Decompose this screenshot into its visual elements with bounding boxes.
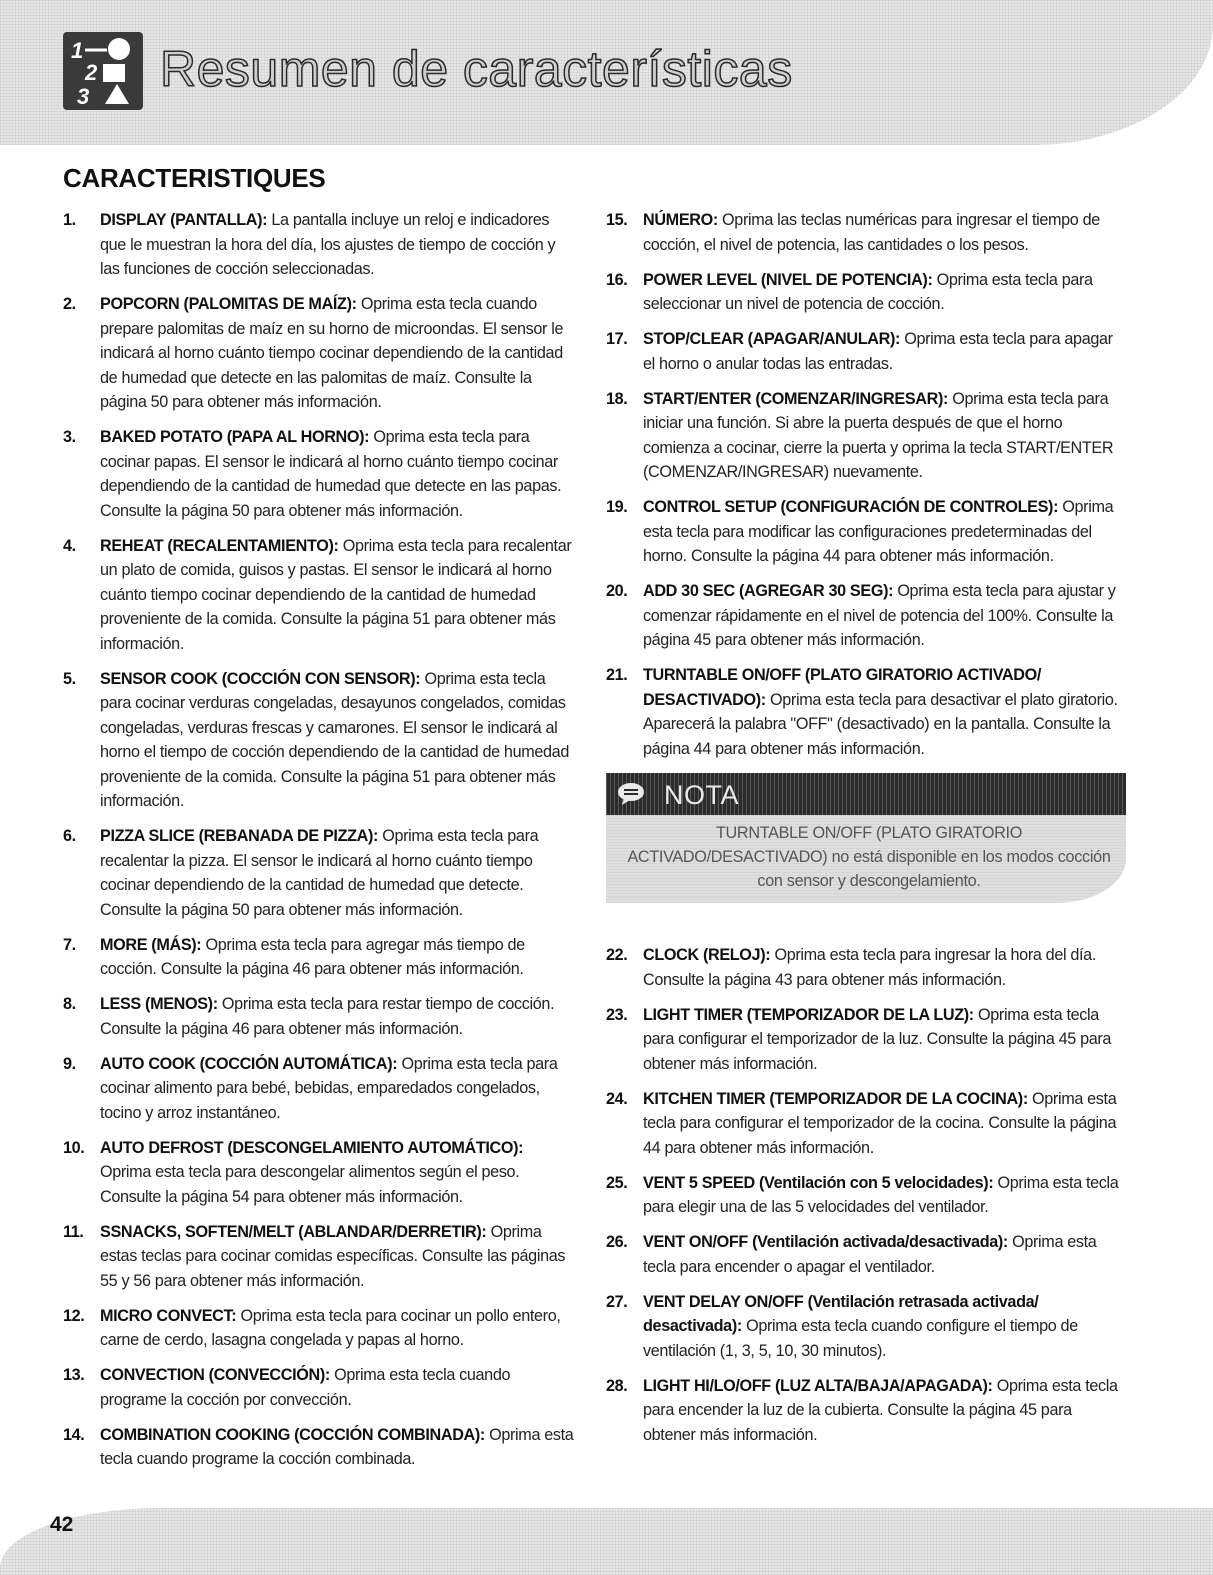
item-label: VENT DELAY ON/OFF (Ventilación retrasada activada/ desactivada): (643, 1292, 1039, 1335)
item-label: MORE (MÁS): (100, 935, 202, 954)
item-text: La pantalla incluye un reloj e indicadores que le muestran la hora del día, los ajustes de tiempo de cocción y las funciones de cocción seleccionadas. (100, 211, 556, 278)
svg-text:1: 1 (71, 38, 84, 63)
item-number: 14. (63, 1425, 85, 1444)
feature-item (606, 1290, 1126, 1364)
feature-item (63, 534, 578, 657)
item-text: Oprima esta tecla para encender o apagar el ventilador. (643, 1233, 1097, 1276)
item-number: 17. (606, 330, 628, 348)
item-text: Oprima esta tecla para configurar el temporizador de la cocina. Consulte la página 44 para obtener más información. (643, 1089, 1117, 1157)
feature-item (606, 387, 1126, 485)
item-text: Oprima esta tecla para configurar el temporizador de la luz. Consulte la página 45 para obtener más información. (643, 1005, 1112, 1073)
item-number: 28. (606, 1376, 628, 1395)
item-text: Oprima esta tecla para elegir una de las 5 velocidades del ventilador. (643, 1173, 1119, 1216)
speech-bubble-icon (616, 782, 646, 806)
item-number: 3. (63, 428, 76, 446)
item-label: LESS (MENOS): (100, 995, 218, 1013)
feature-item (606, 1374, 1126, 1448)
item-number: 25. (606, 1173, 628, 1192)
item-label: SSNACKS, SOFTEN/MELT (ABLANDAR/DERRETIR): (100, 1222, 487, 1241)
item-number: 4. (63, 536, 76, 555)
item-number: 20. (606, 582, 628, 600)
item-label: DISPLAY (PANTALLA): (100, 211, 268, 229)
feature-item (63, 425, 578, 523)
item-number: 27. (606, 1292, 628, 1311)
note-header (606, 773, 1126, 815)
item-number: 13. (63, 1366, 85, 1384)
item-number: 10. (63, 1138, 85, 1157)
item-label: STOP/CLEAR (APAGAR/ANULAR): (643, 330, 901, 348)
item-number: 5. (63, 669, 76, 688)
item-number: 2. (63, 295, 76, 313)
item-label: KITCHEN TIMER (TEMPORIZADOR DE LA COCINA): (643, 1089, 1028, 1108)
item-text: Oprima esta tecla cuando programe la cocción por convección. (100, 1366, 511, 1409)
item-number: 9. (63, 1054, 76, 1073)
feature-item (606, 1003, 1126, 1077)
item-label: NÚMERO: (643, 211, 718, 229)
item-label: AUTO DEFROST (DESCONGELAMIENTO AUTOMÁTICO): (100, 1138, 524, 1157)
item-text: Oprima esta tecla para desactivar el plato giratorio. Aparecerá la palabra "OFF" (desactivado) en la pantalla. Consulte la página 44 para obtener más información. (643, 690, 1118, 758)
item-label: SENSOR COOK (COCCIÓN CON SENSOR): (100, 669, 421, 688)
item-text: Oprima esta tecla para recalentar un plato de comida, guisos y pastas. El sensor le indicará al horno cuánto tiempo cocinar dependiendo de la cantidad de humedad proveniente de la comida. Consulte la página 51 para obtener más información. (100, 536, 572, 653)
item-text: Oprima esta tecla cuando configure el tiempo de ventilación (1, 3, 5, 10, 30 minutos). (643, 1317, 1078, 1360)
feature-item (63, 824, 578, 922)
page-number: 42 (50, 1513, 74, 1536)
feature-item (63, 1304, 578, 1353)
feature-item (606, 268, 1126, 317)
feature-item (606, 1230, 1126, 1279)
item-text: Oprima esta tecla para modificar las configuraciones predeterminadas del horno. Consulte la página 44 para obtener más información. (643, 498, 1114, 565)
feature-item (606, 1087, 1126, 1161)
item-text: Oprima esta tecla para restar tiempo de cocción. Consulte la página 46 para obtener más información. (100, 995, 555, 1038)
note-text: TURNTABLE ON/OFF (PLATO GIRATORIO ACTIVADO/DESACTIVADO) no está disponible en los modos cocción con sensor y descongelamiento. (627, 824, 1111, 890)
note-heading: NOTA (664, 780, 739, 810)
feature-item (63, 1136, 578, 1210)
item-number: 8. (63, 995, 76, 1013)
item-text: Oprima esta tecla para apagar el horno o anular todas las entradas. (643, 330, 1113, 373)
steps-logo-graphic (63, 32, 143, 110)
item-number: 11. (63, 1222, 84, 1241)
item-text: Oprima esta tecla para cocinar papas. El sensor le indicará al horno cuánto tiempo cocinar dependiendo de la cantidad de humedad que detecte en las papas. Consulte la página 50 para obtener más información. (100, 428, 562, 520)
feature-item (63, 1052, 578, 1126)
item-text: Oprima esta tecla cuando programe la cocción combinada. (100, 1425, 574, 1468)
item-text: Oprima esta tecla para cocinar alimento para bebé, bebidas, emparedados congelados, tocino y arroz instantáneo. (100, 1054, 558, 1122)
feature-item (63, 933, 578, 982)
item-text: Oprima esta tecla para encender la luz de la cubierta. Consulte la página 45 para obtener más información. (643, 1376, 1118, 1444)
feature-item (606, 495, 1126, 569)
item-number: 24. (606, 1089, 628, 1108)
item-number: 22. (606, 946, 628, 964)
item-number: 21. (606, 666, 628, 684)
item-number: 19. (606, 498, 628, 516)
note-box (606, 773, 1126, 903)
feature-item (606, 327, 1126, 376)
feature-item (63, 208, 578, 282)
item-label: POWER LEVEL (NIVEL DE POTENCIA): (643, 270, 933, 289)
item-text: Oprima esta tecla para iniciar una función. Si abre la puerta después de que el horno comienza a cocinar, cierre la puerta y oprima la tecla START/ENTER (COMENZAR/INGRESAR) nuevamente. (643, 389, 1114, 481)
item-number: 23. (606, 1005, 628, 1024)
feature-item (63, 992, 578, 1041)
item-text: Oprima esta tecla cuando prepare palomitas de maíz en su horno de microondas. El sensor le indicará al horno cuánto tiempo cocinar dependiendo de la cantidad de humedad que detecte en las palomitas de maíz. Consulte la página 50 para obtener más información. (100, 295, 564, 411)
item-label: POPCORN (PALOMITAS DE MAÍZ): (100, 295, 357, 313)
feature-item (63, 1220, 578, 1294)
item-label: AUTO COOK (COCCIÓN AUTOMÁTICA): (100, 1054, 398, 1073)
feature-item (63, 292, 578, 415)
feature-item (606, 579, 1126, 653)
item-label: VENT ON/OFF (Ventilación activada/desactivada): (643, 1233, 1008, 1251)
item-number: 1. (63, 211, 76, 229)
item-label: TURNTABLE ON/OFF (PLATO GIRATORIO ACTIVADO/ DESACTIVADO): (643, 666, 1042, 709)
item-text: Oprima esta tecla para cocinar un pollo entero, carne de cerdo, lasagna congelada y papas al horno. (100, 1306, 561, 1349)
item-label: BAKED POTATO (PAPA AL HORNO): (100, 428, 370, 446)
item-number: 6. (63, 827, 76, 845)
item-label: PIZZA SLICE (REBANADA DE PIZZA): (100, 827, 379, 845)
svg-text:2: 2 (85, 60, 98, 85)
page-header-title: Resumen de características (160, 41, 793, 97)
left-column (63, 208, 578, 1482)
item-text: Oprima esta tecla para agregar más tiempo de cocción. Consulte la página 46 para obtener más información. (100, 935, 525, 978)
item-label: CONTROL SETUP (CONFIGURACIÓN DE CONTROLES): (643, 498, 1059, 516)
steps-logo-icon (63, 32, 143, 110)
item-label: ADD 30 SEC (AGREGAR 30 SEG): (643, 582, 894, 600)
footer-band (0, 1508, 1213, 1575)
item-text: Oprima esta tecla para ajustar y comenzar rápidamente en el nivel de potencia del 100%. Consulte la página 45 para obtener más información. (643, 582, 1116, 649)
item-number: 16. (606, 270, 628, 289)
item-text: Oprima esta tecla para cocinar verduras congeladas, desayunos congelados, comidas congeladas, verduras frescas y camarones. El sensor le indicará al horno el tiempo de cocción dependiendo de la cantidad de humedad proveniente de la comida. Consulte la página 51 para obtener más información. (100, 669, 569, 810)
item-label: CONVECTION (CONVECCIÓN): (100, 1366, 330, 1384)
right-column (606, 208, 1126, 1458)
item-number: 26. (606, 1233, 628, 1251)
item-label: VENT 5 SPEED (Ventilación con 5 velocidades): (643, 1173, 994, 1192)
item-label: CLOCK (RELOJ): (643, 946, 771, 964)
item-number: 15. (606, 211, 628, 229)
feature-item (63, 1363, 578, 1412)
item-number: 18. (606, 389, 628, 408)
item-number: 12. (63, 1306, 85, 1325)
item-text: Oprima las teclas numéricas para ingresar el tiempo de cocción, el nivel de potencia, las cantidades o los pesos. (643, 211, 1100, 254)
item-label: REHEAT (RECALENTAMIENTO): (100, 536, 339, 555)
item-text: Oprima estas teclas para cocinar comidas específicas. Consulte las páginas 55 y 56 para obtener más información. (100, 1222, 566, 1290)
item-label: START/ENTER (COMENZAR/INGRESAR): (643, 389, 949, 408)
feature-item (606, 663, 1126, 761)
feature-item (63, 1423, 578, 1472)
item-label: LIGHT TIMER (TEMPORIZADOR DE LA LUZ): (643, 1005, 974, 1024)
item-label: COMBINATION COOKING (COCCIÓN COMBINADA): (100, 1425, 485, 1444)
item-text: Oprima esta tecla para seleccionar un nivel de potencia de cocción. (643, 270, 1093, 313)
feature-item (606, 1171, 1126, 1220)
item-label: LIGHT HI/LO/OFF (LUZ ALTA/BAJA/APAGADA): (643, 1376, 993, 1395)
section-title: CARACTERISTIQUES (63, 163, 326, 193)
feature-item (63, 667, 578, 814)
svg-text:3: 3 (77, 84, 90, 109)
item-text: Oprima esta tecla para recalentar la pizza. El sensor le indicará al horno cuánto tiempo cocinar dependiendo de la cantidad de humedad que detecte. Consulte la página 50 para obtener más información. (100, 827, 539, 919)
item-number: 7. (63, 935, 76, 954)
item-label: MICRO CONVECT: (100, 1306, 237, 1325)
feature-item (606, 208, 1126, 257)
item-text: Oprima esta tecla para ingresar la hora del día. Consulte la página 43 para obtener más información. (643, 946, 1096, 989)
item-text: Oprima esta tecla para descongelar alimentos según el peso. Consulte la página 54 para obtener más información. (100, 1163, 520, 1206)
feature-item (606, 943, 1126, 992)
